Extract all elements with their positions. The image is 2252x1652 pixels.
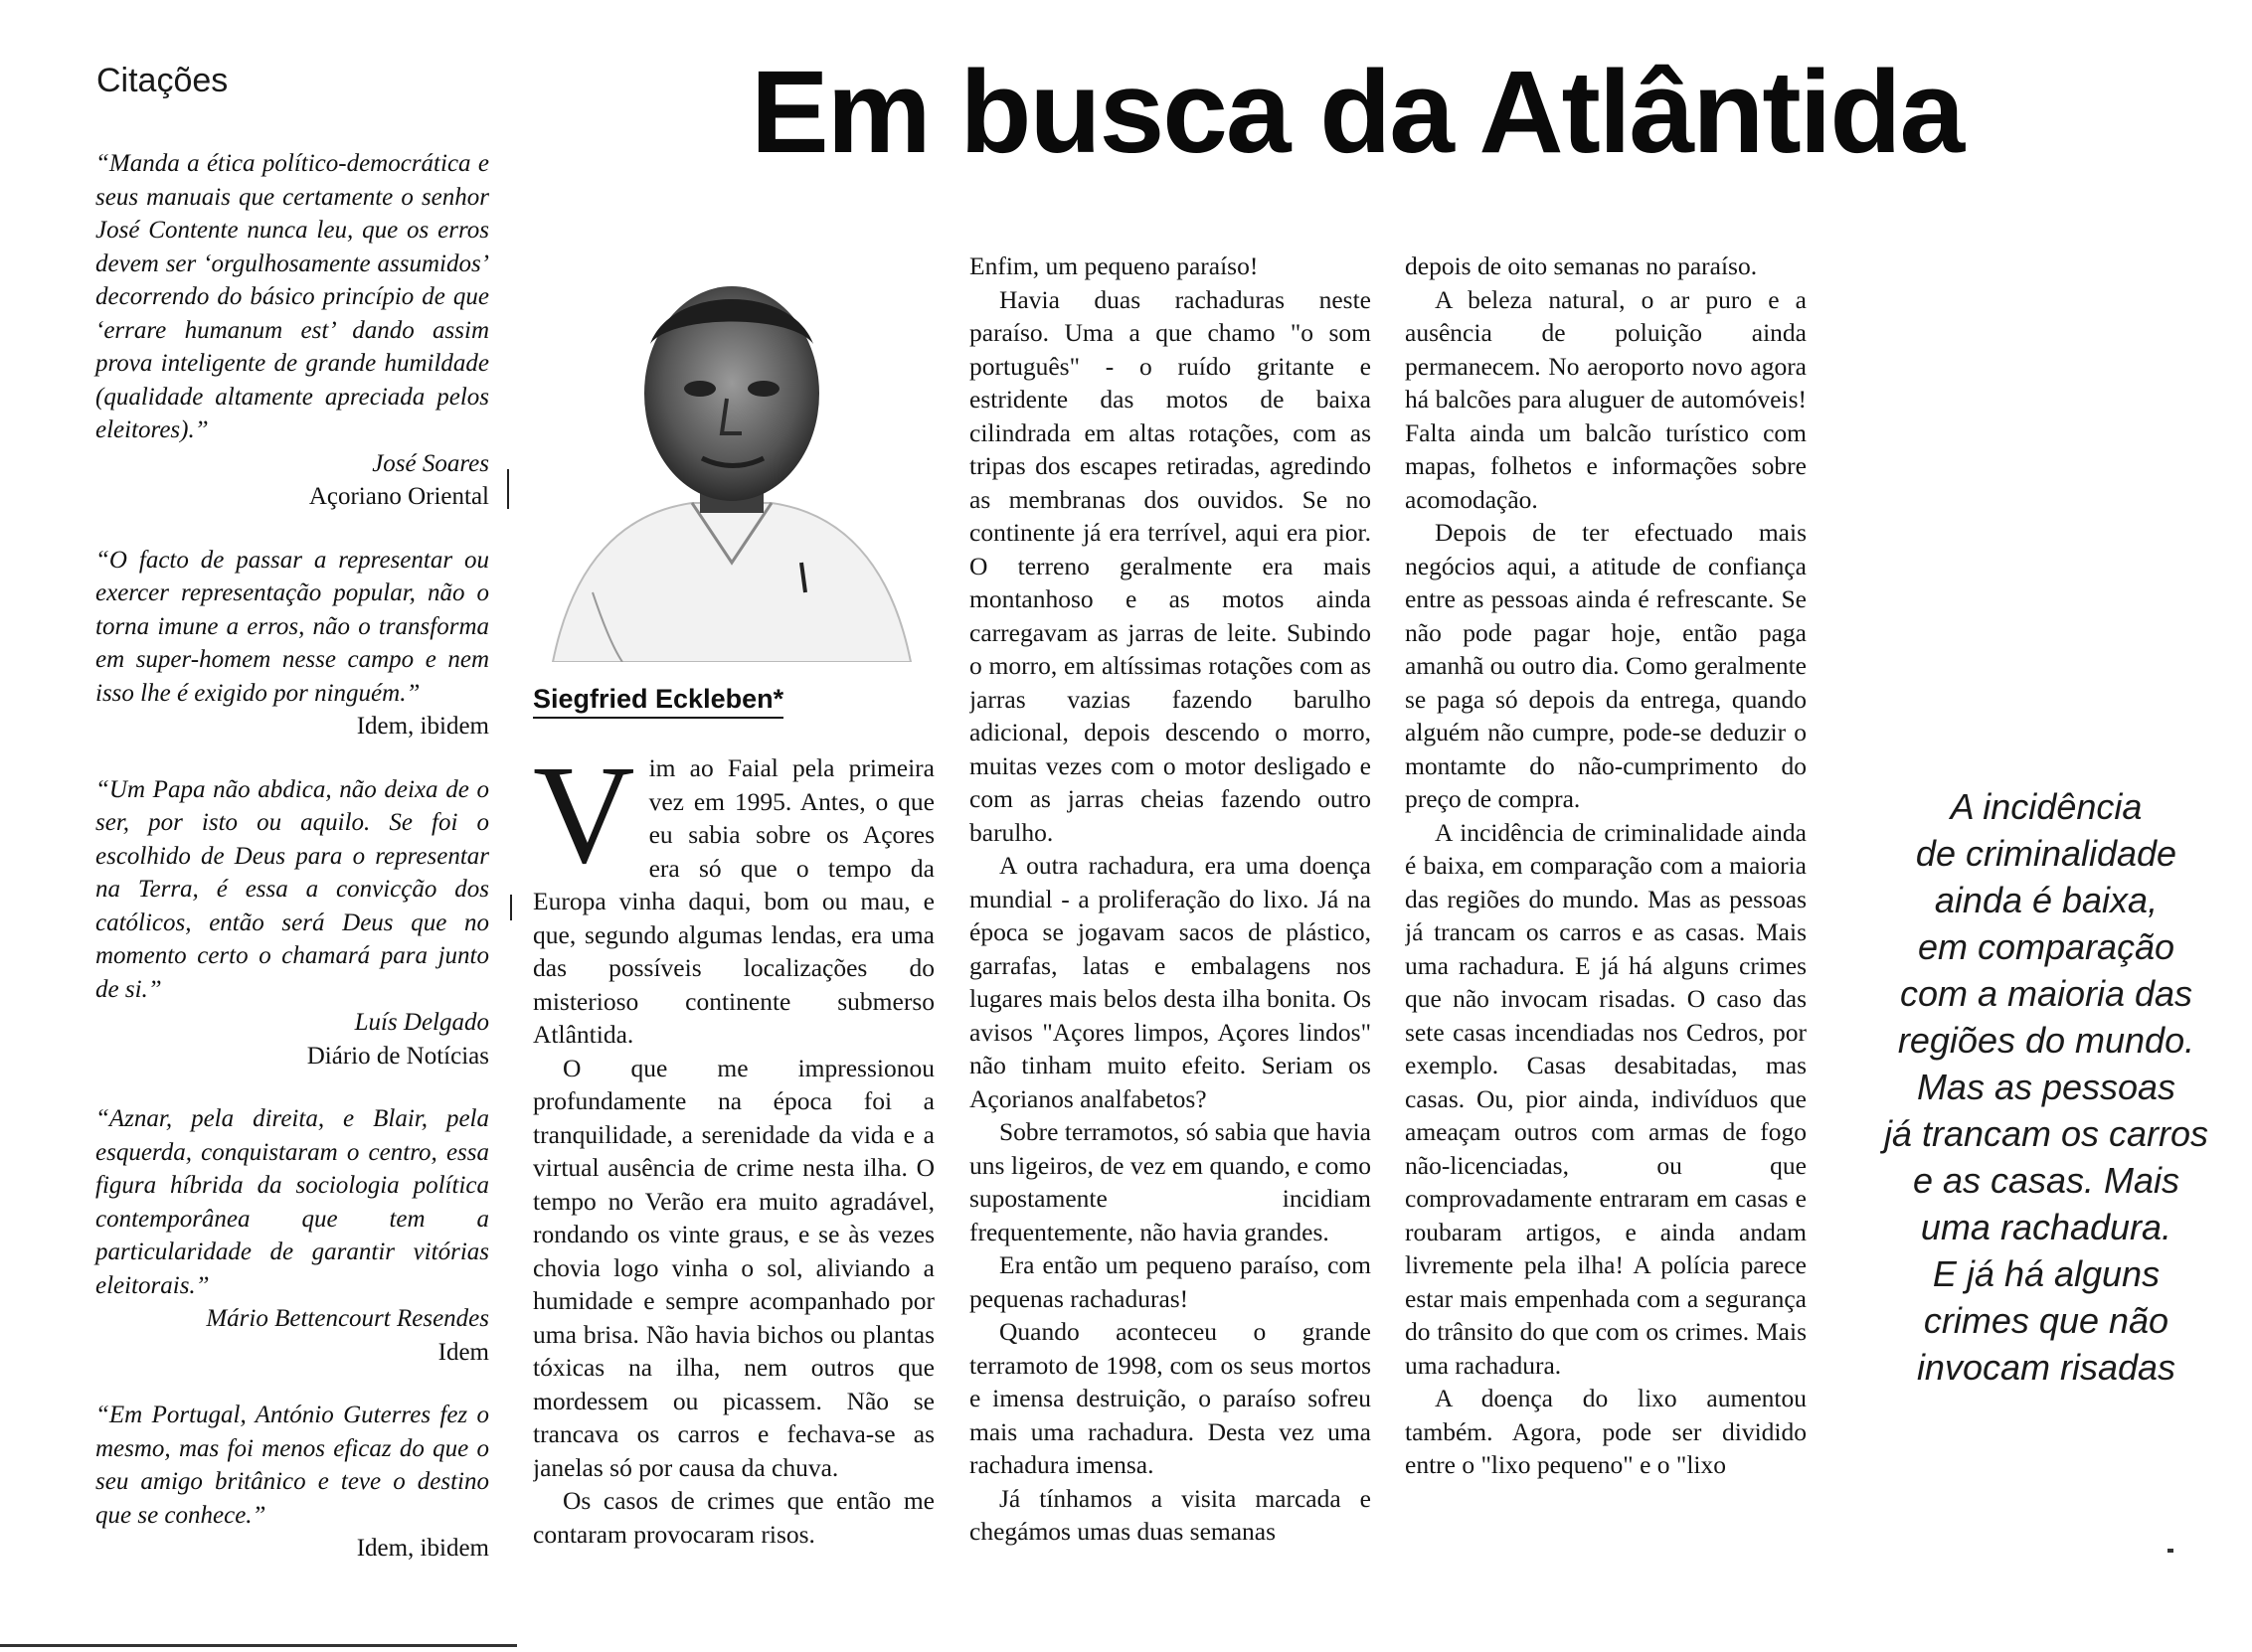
quote-item: [95, 1102, 489, 1369]
article-column-3: [1405, 249, 1807, 1652]
article-paragraph: depois de oito semanas no paraíso.: [1405, 251, 1758, 280]
pull-quote-line: de criminalidade: [1915, 833, 2177, 874]
pull-quote-line: uma rachadura.: [1920, 1207, 2172, 1247]
pull-quote-line: e as casas. Mais: [1912, 1160, 2180, 1201]
quote-text: “Manda a ética político-democrática e seus manuais que certamente o senhor José Contente nunca leu, que os erros devem ser ‘orgulhosamente assumidos’ decorrendo do básico princípio de que ‘errare humanum est’ dando assim prova inteligente de grande humildade (qualidade altamente apreciada pelos eleitores).”: [95, 150, 489, 443]
article-paragraph: Enfim, um pequeno paraíso!: [969, 251, 1259, 280]
quote-source: Idem, ibidem: [356, 713, 489, 740]
article-paragraph: A doença do lixo aumentou também. Agora, pode ser dividido entre o "lixo pequeno" e o "lixo: [1405, 1384, 1807, 1479]
article-paragraph: Depois de ter efectuado mais negócios aqui, a atitude de confiança entre as pessoas ainda é refrescante. Se não pode pagar hoje, então paga amanhã ou outro dia. Como geralmente se paga só depois da entrega, quando alguém não cumpre, pode-se deduzir o montamte do não-cumprimento do preço de compra.: [1405, 518, 1807, 813]
quote-text: “Aznar, pela direita, e Blair, pela esquerda, conquistaram o centro, essa figura híbrida da sociologia política contemporânea que tem a particularidade de garantir vitórias eleitorais.”: [95, 1105, 489, 1299]
article-paragraph: A incidência de criminalidade ainda é baixa, em comparação com a maioria das regiões do mundo. Mas as pessoas já trancam os carros e as casas. Mais uma rachadura. E já há alguns crimes que não invocam risadas. O caso das sete casas incendiadas nos Cedros, por exemplo. Casas desabitadas, mas casas. Ou, pior ainda, indivíduos que ameaçam outros com armas de fogo não-licenciadas, ou que comprovadamente entraram em casas e roubaram artigos, e ainda andam livremente pela ilha! A polícia parece estar mais empenhada com a segurança do trânsito do que com os crimes. Mais uma rachadura.: [1405, 817, 1807, 1380]
quote-source: Diário de Notícias: [306, 1042, 489, 1070]
pull-quote-line: ainda é baixa,: [1934, 880, 2159, 920]
quote-item: [95, 544, 489, 743]
pull-quote-line: Mas as pessoas: [1916, 1067, 2176, 1107]
quotes-list: [95, 147, 489, 1595]
author-portrait-image: [533, 264, 931, 662]
quote-text: “O facto de passar a representar ou exercer representação popular, não o torna imune a erros, não o transforma em super-homem nesse campo e nem isso lhe é exigido por ninguém.”: [95, 546, 489, 707]
pull-quote-line: em comparação: [1917, 926, 2175, 967]
quote-item: [95, 773, 489, 1074]
pull-quote-line: A incidência: [1950, 786, 2143, 827]
author-photo: [533, 264, 931, 662]
article-paragraph: Era então um pequeno paraíso, com pequenas rachaduras!: [969, 1250, 1371, 1313]
article-paragraph: Havia duas rachaduras neste paraíso. Uma a que chamo "o som português" - o ruído gritante e estridente das motos de baixa cilindrada em altas rotações, com as tripas dos escapes retiradas, agredindo as membranas dos ouvidos. Se no continente já era terrível, aqui era pior. O terreno geralmente era mais montanhoso e as motos ainda carregavam as jarras de leite. Subindo o morro, em altíssimas rotações com as jarras vazias fazendo barulho adicional, depois descendo o morro, muitas vezes com o motor desligado e com as jarras cheias fazendo outro barulho.: [969, 284, 1371, 847]
quote-source: Idem: [437, 1338, 489, 1366]
column-separator-mark: [507, 469, 509, 509]
quote-item: [95, 1399, 489, 1566]
pull-quote-line: regiões do mundo.: [1897, 1020, 2195, 1061]
article-column-1: [533, 751, 935, 1652]
article-paragraph: Já tínhamos a visita marcada e chegámos umas duas semanas: [969, 1483, 1371, 1546]
quote-author: Mário Bettencourt Resendes: [206, 1305, 489, 1332]
pull-quote-line: já trancam os carros: [1883, 1113, 2209, 1154]
article-paragraph: Quando aconteceu o grande terramoto de 1998, com os seus mortos e imensa destruição, o paraíso sofreu mais uma rachadura. Desta vez uma rachadura imensa.: [969, 1317, 1371, 1479]
quote-item: [95, 147, 489, 514]
quote-source: Açoriano Oriental: [308, 483, 489, 510]
author-byline: Siegfried Eckleben*: [533, 684, 783, 719]
article-paragraph: Os casos de crimes que então me contaram provocaram risos.: [533, 1486, 935, 1549]
bottom-rule: [0, 1644, 517, 1647]
article-paragraph: im ao Faial pela primeira vez em 1995. Antes, o que eu sabia sobre os Açores era só que o tempo da Europa vinha daqui, bom ou mau, e que, segundo algumas lendas, era uma das possíveis localizações do misterioso continente submerso Atlântida.: [533, 753, 935, 1049]
pull-quote-line: invocam risadas: [1916, 1347, 2176, 1388]
quote-author: Luís Delgado: [354, 1009, 489, 1036]
article-paragraph: O que me impressionou profundamente na época foi a tranquilidade, a serenidade da vida e a virtual ausência de crime nesta ilha. O tempo no Verão era muito agradável, rondando os vinte graus, e se às vezes chovia logo vinha o sol, aliviando a humidade e sempre acompanhado por uma brisa. Não havia bichos ou plantas tóxicas na ilha, nem outros que mordessem ou picassem. Não se trancava os carros e fechava-se as janelas só por causa da chuva.: [533, 1053, 935, 1482]
article-paragraph: Sobre terramotos, só sabia que havia uns ligeiros, de vez em quando, e como supostamente incidiam frequentemente, não havia grandes.: [969, 1117, 1371, 1246]
article-headline: Em busca da Atlântida: [751, 47, 1964, 178]
print-speck: [2167, 1549, 2173, 1553]
quote-source: Idem, ibidem: [356, 1535, 489, 1562]
quote-author: José Soares: [372, 449, 489, 477]
pull-quote-line: com a maioria das: [1899, 973, 2193, 1014]
pull-quote-line: crimes que não: [1923, 1300, 2169, 1341]
column-separator-mark: [510, 895, 512, 920]
article-paragraph: A outra rachadura, era uma doença mundial - a proliferação do lixo. Já na época se jogavam sacos de plástico, garrafas, latas e embalagens nos lugares mais belos desta ilha bonita. Os avisos "Açores limpos, Açores lindos" não tinham muito efeito. Seriam os Açorianos analfabetos?: [969, 851, 1371, 1113]
pull-quote-line: E já há alguns: [1932, 1253, 2161, 1294]
pull-quote: [1857, 783, 2235, 1391]
article-column-2: [969, 249, 1371, 1652]
quote-text: “Em Portugal, António Guterres fez o mesmo, mas foi menos eficaz do que o seu amigo britânico e teve o destino que se conhece.”: [95, 1402, 489, 1529]
sidebar-heading: Citações: [96, 62, 229, 99]
drop-cap: V: [533, 751, 635, 893]
article-paragraph: A beleza natural, o ar puro e a ausência de poluição ainda permanecem. No aeroporto novo agora há balcões para aluguer de automóveis! Falta ainda um balcão turístico com mapas, folhetos e informações sobre acomodação.: [1405, 284, 1807, 514]
quote-text: “Um Papa não abdica, não deixa de o ser, por isto ou aquilo. Se foi o escolhido de Deus para o representar na Terra, é essa a convicção dos católicos, então será Deus que no momento certo o chamará para junto de si.”: [95, 775, 489, 1003]
